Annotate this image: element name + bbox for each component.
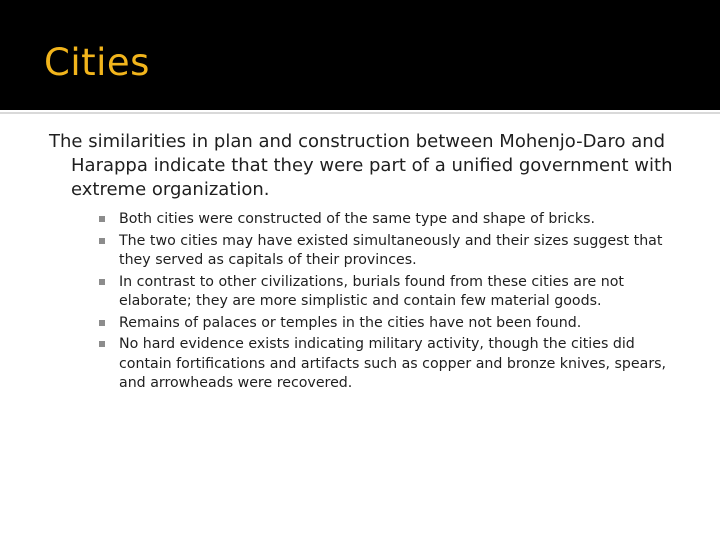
sub-point-item	[97, 232, 689, 271]
slide-content	[49, 130, 689, 396]
sub-point-text: No hard evidence exists indicating military activity, though the cities did contain fortifications and artifacts such as copper and bronze knives, spears, and arrowheads were recovered.	[119, 336, 667, 391]
main-point-text: The similarities in plan and construction between Mohenjo-Daro and Harappa indicate that they were part of a unified government with extreme organization.	[49, 131, 673, 200]
slide-title: Cities	[44, 41, 150, 84]
sub-point-text: In contrast to other civilizations, burials found from these cities are not elaborate; they are more simplistic and contain few material goods.	[119, 273, 624, 309]
square-bullet-icon	[99, 238, 105, 244]
square-bullet-icon	[99, 216, 105, 222]
sub-point-list	[49, 210, 689, 394]
square-bullet-icon	[99, 320, 105, 326]
title-divider	[0, 112, 720, 114]
sub-point-item	[97, 273, 689, 312]
title-bar	[0, 0, 720, 110]
sub-point-item	[97, 314, 689, 334]
square-bullet-icon	[99, 341, 105, 347]
sub-point-text: The two cities may have existed simultaneously and their sizes suggest that they served as capitals of their provinces.	[119, 232, 663, 268]
square-bullet-icon	[99, 279, 105, 285]
sub-point-item	[97, 210, 689, 230]
sub-point-item	[97, 335, 689, 394]
sub-point-text: Both cities were constructed of the same type and shape of bricks.	[119, 211, 596, 227]
sub-point-text: Remains of palaces or temples in the cities have not been found.	[119, 314, 582, 331]
